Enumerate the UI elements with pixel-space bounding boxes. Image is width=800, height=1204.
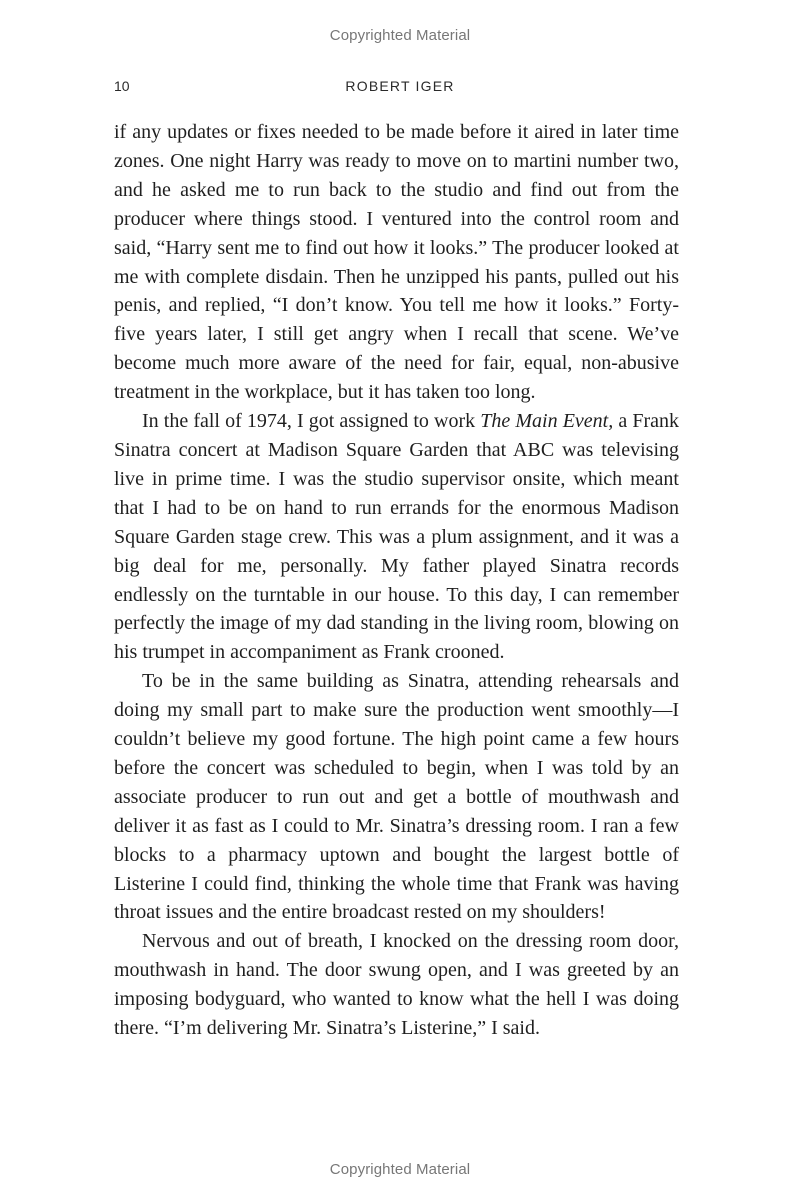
body-text — [114, 118, 679, 1043]
running-head — [114, 78, 686, 98]
paragraph-2 — [114, 407, 679, 667]
paragraph-3: To be in the same building as Sinatra, attending rehearsals and doing my small part to make sure the production went smoothly—I couldn’t believe my good fortune. The high point came a few hours before the concert was scheduled to begin, when I was told by an associate producer to run out and get a bottle of mouthwash and deliver it as fast as I could to Mr. Sinatra’s dressing room. I ran a few blocks to a pharmacy uptown and bought the largest bottle of Listerine I could find, thinking the whole time that Frank was having throat issues and the entire broadcast rested on my shoulders! — [114, 670, 679, 924]
page-number: 10 — [114, 78, 130, 94]
copyright-watermark-bottom: Copyrighted Material — [329, 1161, 471, 1178]
paragraph-4: Nervous and out of breath, I knocked on the dressing room door, mouthwash in hand. The door swung open, and I was greeted by an imposing bodyguard, who wanted to know what the hell I was doing there. “I’m delivering Mr. Sinatra’s Listerine,” I said. — [114, 930, 679, 1040]
paragraph-2-rest: a Frank Sinatra concert at Madison Square Garden that ABC was televising live in prime time. I was the studio supervisor onsite, which meant that I had to be on hand to run errands for the enormous Madison Square Garden stage crew. This was a plum assignment, and it was a big deal for me, personally. My father played Sinatra records endlessly on the turntable in our house. To this day, I can remember perfectly the image of my dad standing in the living room, blowing on his trumpet in accompaniment as Frank crooned. — [114, 410, 679, 664]
paragraph-2-start: In the fall of 1974, I got assigned to work — [142, 410, 481, 433]
show-title: The Main Event, — [480, 410, 614, 433]
paragraph-1: if any updates or fixes needed to be made before it aired in later time zones. One night Harry was ready to move on to martini number two, and he asked me to run back to the studio and find out from the producer where things stood. I ventured into the control room and said, “Harry sent me to find out how it looks.” The producer looked at me with complete disdain. Then he unzipped his pants, pulled out his penis, and replied, “I don’t know. You tell me how it looks.” Forty-five years later, I still get angry when I recall that scene. We’ve become much more aware of the need for fair, equal, non-abusive treatment in the workplace, but it has taken too long. — [114, 121, 679, 404]
copyright-watermark-top: Copyrighted Material — [329, 27, 471, 44]
running-head-author: ROBERT IGER — [345, 78, 455, 94]
